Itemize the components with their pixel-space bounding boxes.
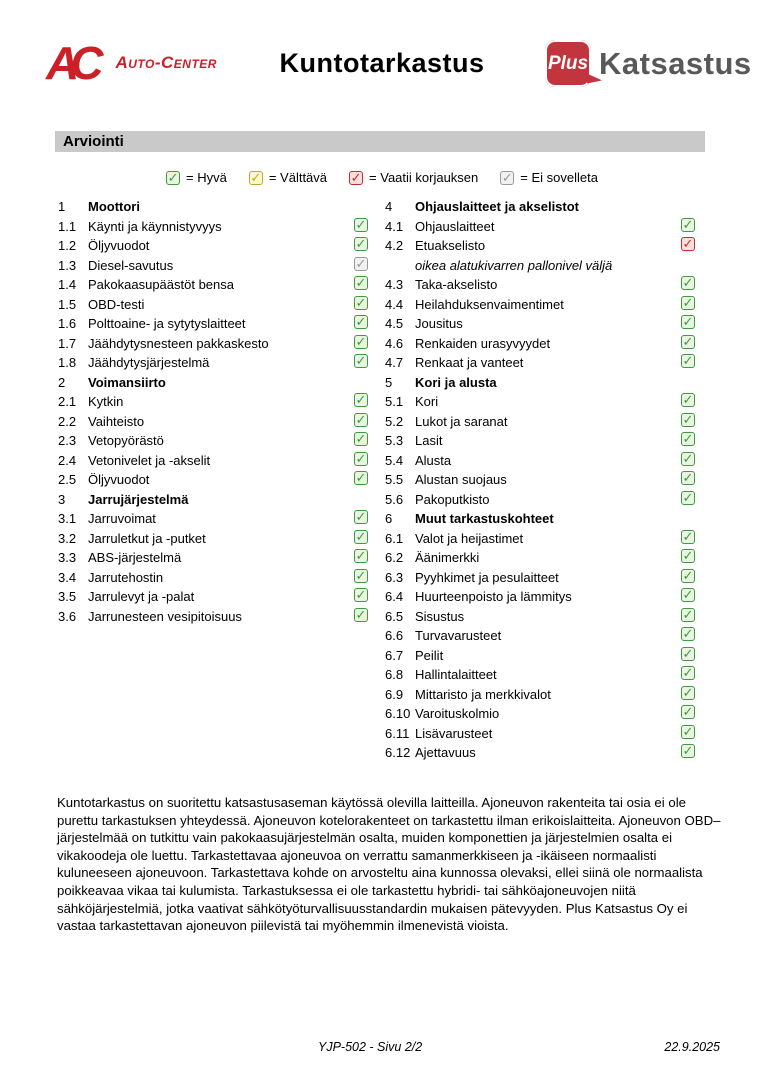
item-label: Kori <box>415 394 439 409</box>
checkbox-good-icon: ✓ <box>682 353 694 368</box>
checklist-row <box>382 626 704 646</box>
disclaimer-text: Kuntotarkastus on suoritettu katsastusaseman käytössä olevilla laitteilla. Ajoneuvon rakenteita tai osia ei ole purettu tarkastuksen yhteydessä. Ajoneuvon kotelorakenteet on tarkastettu ilman erikoislaitteita. Ajoneuvon OBD–järjestelmää on tutkittu vain pakokaasujärjestelmän osalta, muiden komponettien ja järjestelmien osalta ei vikakoodeja ole luettu. Tarkastettavaa ajoneuvoa on verrattu samanmerkkiseen ja -ikäiseen normaalisti kuluneeseen ajoneuvoon. Tarkastettava kohde on arvosteltu aina kunnossa olevaksi, ellei siinä ole normaalista poikkeavaa vikaa tai kulumista. Tarkastuksessa ei ole tarkastettu hybridi- tai sähköajoneuvojen niitä sähköjärjestelmiä, jotka vaativat sähkötyöturvallisuusstandardin mukaisen pätevyyden. Plus Katsastus Oy ei vastaa tarkastettavan ajoneuvon piilevistä tai myöhemmin ilmenevistä vioista. <box>57 795 721 934</box>
item-label: Huurteenpoisto ja lämmitys <box>415 589 572 604</box>
item-label: Moottori <box>88 199 140 214</box>
item-label: Peilit <box>415 647 444 663</box>
checklist-row <box>382 392 704 412</box>
item-label: Alustan suojaus <box>415 472 507 487</box>
checkbox-good-icon: ✓ <box>355 606 367 622</box>
item-label: Pyyhkimet ja pesulaitteet <box>415 569 559 585</box>
checklist-row <box>382 353 704 373</box>
item-label: Ajettavuus <box>415 745 476 760</box>
checklist-row <box>55 470 377 490</box>
item-label: Jarrunesteen vesipitoisuus <box>88 608 242 624</box>
item-label: Renkaiden urasyvyydet <box>415 335 551 351</box>
checkbox-good-icon: ✓ <box>167 169 179 185</box>
item-number: 1.4 <box>58 277 77 292</box>
checklist-row <box>55 217 377 237</box>
section-header-row <box>382 373 704 393</box>
item-number: 2 <box>58 374 66 390</box>
checkbox-good-icon: ✓ <box>355 528 367 544</box>
checkbox-good-icon: ✓ <box>355 236 367 251</box>
checklist-row <box>382 724 704 744</box>
checklist-row <box>55 275 377 295</box>
auto-center-monogram-icon: AC <box>46 37 95 89</box>
item-number: 6.2 <box>385 550 404 565</box>
item-number: 2.2 <box>58 413 77 429</box>
checklist-row <box>55 587 377 607</box>
item-number: 5.3 <box>385 433 404 448</box>
checklist-row <box>382 470 704 490</box>
checkbox-good-icon: ✓ <box>355 294 367 310</box>
checklist-row <box>55 236 377 256</box>
checkbox-good-icon: ✓ <box>682 489 694 505</box>
item-label: Kytkin <box>88 394 124 409</box>
checklist-row <box>382 607 704 627</box>
item-label: Muut tarkastuskohteet <box>415 511 554 526</box>
checklist-row <box>382 685 704 705</box>
checkbox-good-icon: ✓ <box>355 587 367 602</box>
item-label: oikea alatukivarren pallonivel väljä <box>415 257 613 273</box>
legend-label: = Hyvä <box>186 170 227 185</box>
checkbox-good-icon: ✓ <box>682 411 694 427</box>
section-header-row <box>382 509 704 529</box>
checklist-row <box>382 743 704 763</box>
item-number: 1.2 <box>58 238 77 253</box>
checkbox-good-icon: ✓ <box>682 470 694 485</box>
checklist-row <box>382 646 704 666</box>
checklist-row <box>382 236 704 256</box>
item-label: Vaihteisto <box>88 413 145 429</box>
checkbox-na-icon: ✓ <box>501 169 513 185</box>
checkbox-good-icon: ✓ <box>355 314 367 329</box>
item-label: Lukot ja saranat <box>415 413 508 429</box>
section-header-row <box>55 490 377 510</box>
checklist-row <box>382 568 704 588</box>
checklist-row <box>55 295 377 315</box>
checklist-row <box>55 392 377 412</box>
legend-item-fair <box>249 170 327 185</box>
item-number: 4 <box>385 199 393 214</box>
plus-badge-icon <box>545 40 591 87</box>
item-label: Vetopyörästö <box>88 433 164 448</box>
checklist-row <box>55 548 377 568</box>
item-label: Mittaristo ja merkkivalot <box>415 686 551 702</box>
item-label: Ohjauslaitteet <box>415 218 495 234</box>
checklist-row <box>55 334 377 354</box>
checklist-row <box>55 412 377 432</box>
checkbox-repair-icon: ✓ <box>682 236 694 251</box>
item-number: 3.1 <box>58 511 77 526</box>
plus-katsastus-logo <box>545 40 752 87</box>
item-number: 4.1 <box>385 218 404 234</box>
checkbox-good-icon: ✓ <box>682 723 694 739</box>
checklist-row <box>55 529 377 549</box>
item-label: Heilahduksenvaimentimet <box>415 296 564 312</box>
checklist-row <box>382 431 704 451</box>
checkbox-good-icon: ✓ <box>682 275 694 290</box>
item-number: 5 <box>385 374 393 390</box>
item-number: 1.6 <box>58 316 77 331</box>
item-label: Etuakselisto <box>415 238 486 253</box>
checklist-row <box>382 217 704 237</box>
page-title: Kuntotarkastus <box>279 48 485 78</box>
item-number: 5.2 <box>385 413 404 429</box>
auto-center-logo-text: Auto-Center <box>115 53 217 72</box>
checkbox-good-icon: ✓ <box>355 509 367 524</box>
checkbox-good-icon: ✓ <box>682 684 694 700</box>
checklist-row <box>55 431 377 451</box>
legend-label: = Vaatii korjauksen <box>369 170 479 185</box>
item-label: Hallintalaitteet <box>415 667 497 682</box>
item-number: 3.6 <box>58 608 77 624</box>
item-label: Öljyvuodot <box>88 238 150 253</box>
item-label: Taka-akselisto <box>415 277 498 292</box>
item-number: 4.6 <box>385 335 404 351</box>
item-number: 2.3 <box>58 433 77 448</box>
item-number: 1.8 <box>58 355 77 370</box>
plus-badge-text: Plus <box>547 52 589 74</box>
item-number: 1.3 <box>58 257 77 273</box>
checkbox-good-icon: ✓ <box>682 294 694 310</box>
item-label: Lasit <box>415 433 443 448</box>
section-header-row <box>382 197 704 217</box>
item-number: 6.6 <box>385 628 404 643</box>
item-label: Äänimerkki <box>415 550 480 565</box>
item-label: Kori ja alusta <box>415 374 497 390</box>
item-label: OBD-testi <box>88 296 145 312</box>
checkbox-good-icon: ✓ <box>355 353 367 368</box>
item-label: ABS-järjestelmä <box>88 550 182 565</box>
item-label: Diesel-savutus <box>88 257 174 273</box>
plus-katsastus-logo-text: Katsastus <box>599 45 752 81</box>
item-label: Lisävarusteet <box>415 725 493 741</box>
checklist-row <box>382 314 704 334</box>
item-number: 4.3 <box>385 277 404 292</box>
item-label: Voimansiirto <box>88 374 166 390</box>
checkbox-good-icon: ✓ <box>682 626 694 641</box>
item-label: Turvavarusteet <box>415 628 502 643</box>
checklist-row <box>382 295 704 315</box>
section-header-row <box>55 373 377 393</box>
checklist-row <box>382 412 704 432</box>
checklist-column-left <box>55 197 377 626</box>
checklist-row <box>382 529 704 549</box>
checkbox-good-icon: ✓ <box>682 704 694 719</box>
checklist-row <box>55 607 377 627</box>
item-number: 6.4 <box>385 589 404 604</box>
checkbox-good-icon: ✓ <box>355 216 367 232</box>
item-number: 4.4 <box>385 296 404 312</box>
item-number: 1 <box>58 199 66 214</box>
item-number: 6.3 <box>385 569 404 585</box>
checklist-row <box>55 314 377 334</box>
item-label: Pakokaasupäästöt bensa <box>88 277 234 292</box>
item-label: Jarruletkut ja -putket <box>88 530 206 546</box>
checklist-column-right <box>382 197 704 763</box>
checklist-row <box>55 256 377 276</box>
legend-item-repair <box>349 170 478 185</box>
checkbox-na-icon: ✓ <box>355 255 367 271</box>
item-label: Jarruvoimat <box>88 511 156 526</box>
item-number: 6 <box>385 511 393 526</box>
checkbox-good-icon: ✓ <box>682 665 694 680</box>
checklist-row <box>382 334 704 354</box>
item-label: Varoituskolmio <box>415 706 500 721</box>
checkbox-good-icon: ✓ <box>682 528 694 544</box>
checkbox-good-icon: ✓ <box>355 450 367 466</box>
checkbox-good-icon: ✓ <box>682 392 694 407</box>
legend-item-good <box>166 170 227 185</box>
checkbox-good-icon: ✓ <box>682 606 694 622</box>
item-number: 6.10 <box>385 706 411 721</box>
item-label: Pakoputkisto <box>415 491 490 507</box>
checkbox-good-icon: ✓ <box>682 314 694 329</box>
item-label: Valot ja heijastimet <box>415 530 524 546</box>
item-label: Renkaat ja vanteet <box>415 355 524 370</box>
item-number: 2.1 <box>58 394 77 409</box>
checkbox-good-icon: ✓ <box>682 548 694 563</box>
checkbox-good-icon: ✓ <box>682 333 694 349</box>
item-number: 5.6 <box>385 491 404 507</box>
item-number: 1.7 <box>58 335 77 351</box>
checklist-row <box>55 568 377 588</box>
checklist-row <box>55 451 377 471</box>
checklist-row <box>55 353 377 373</box>
item-label: Jousitus <box>415 316 463 331</box>
footer-date: 22.9.2025 <box>664 1040 720 1054</box>
item-number: 6.8 <box>385 667 404 682</box>
item-label: Sisustus <box>415 608 465 624</box>
item-label: Jäähdytysnesteen pakkaskesto <box>88 335 269 351</box>
checkbox-good-icon: ✓ <box>355 333 367 349</box>
checkbox-good-icon: ✓ <box>355 548 367 563</box>
item-number: 3.4 <box>58 569 77 585</box>
footer-page-label: YJP-502 - Sivu 2/2 <box>318 1040 423 1054</box>
checkbox-good-icon: ✓ <box>355 431 367 446</box>
item-label: Jäähdytysjärjestelmä <box>88 355 210 370</box>
legend-item-na <box>500 170 598 185</box>
checklist-row <box>382 451 704 471</box>
item-label: Vetonivelet ja -akselit <box>88 452 211 468</box>
item-number: 5.1 <box>385 394 404 409</box>
checklist-row <box>382 665 704 685</box>
checkbox-repair-icon: ✓ <box>350 169 362 185</box>
checkbox-fair-icon: ✓ <box>250 169 262 185</box>
item-number: 5.4 <box>385 452 404 468</box>
section-header-arviointi: Arviointi <box>55 131 705 152</box>
item-label: Ohjauslaitteet ja akselistot <box>415 199 580 214</box>
checklist-row <box>382 548 704 568</box>
item-number: 6.1 <box>385 530 404 546</box>
item-number: 6.11 <box>385 725 410 741</box>
checkbox-good-icon: ✓ <box>355 275 367 290</box>
item-number: 3.3 <box>58 550 77 565</box>
item-number: 6.9 <box>385 686 404 702</box>
item-label: Jarrutehostin <box>88 569 164 585</box>
checklist-row <box>382 704 704 724</box>
item-number: 1.5 <box>58 296 77 312</box>
item-number: 1.1 <box>58 218 77 234</box>
item-number: 6.12 <box>385 745 411 760</box>
item-number: 2.4 <box>58 452 77 468</box>
legend <box>0 170 764 185</box>
item-label: Jarrulevyt ja -palat <box>88 589 195 604</box>
checkbox-good-icon: ✓ <box>355 392 367 407</box>
item-number: 3.5 <box>58 589 77 604</box>
item-label: Käynti ja käynnistyvyys <box>88 218 222 234</box>
item-label: Öljyvuodot <box>88 472 150 487</box>
section-header-row <box>55 197 377 217</box>
checkbox-good-icon: ✓ <box>682 587 694 602</box>
checkbox-good-icon: ✓ <box>355 567 367 583</box>
legend-label: = Ei sovelleta <box>520 170 598 185</box>
checklist-row <box>382 275 704 295</box>
item-number: 6.5 <box>385 608 404 624</box>
checkbox-good-icon: ✓ <box>355 411 367 427</box>
checkbox-good-icon: ✓ <box>682 645 694 661</box>
checkbox-good-icon: ✓ <box>682 743 694 758</box>
checkbox-good-icon: ✓ <box>682 450 694 466</box>
note-row <box>382 256 704 276</box>
item-number: 6.7 <box>385 647 404 663</box>
item-number: 3.2 <box>58 530 77 546</box>
checklist-row <box>382 587 704 607</box>
item-number: 2.5 <box>58 472 77 487</box>
item-label: Jarrujärjestelmä <box>88 491 189 507</box>
item-label: Polttoaine- ja sytytyslaitteet <box>88 316 246 331</box>
item-number: 4.7 <box>385 355 404 370</box>
checkbox-good-icon: ✓ <box>682 431 694 446</box>
legend-label: = Välttävä <box>268 170 328 185</box>
item-number: 4.2 <box>385 238 404 253</box>
item-number: 4.5 <box>385 316 404 331</box>
checkbox-good-icon: ✓ <box>682 216 694 232</box>
item-label: Alusta <box>415 452 452 468</box>
checklist-row <box>382 490 704 510</box>
checkbox-good-icon: ✓ <box>682 567 694 583</box>
checkbox-good-icon: ✓ <box>355 470 367 485</box>
item-number: 5.5 <box>385 472 404 487</box>
item-number: 3 <box>58 491 66 507</box>
checklist-row <box>55 509 377 529</box>
